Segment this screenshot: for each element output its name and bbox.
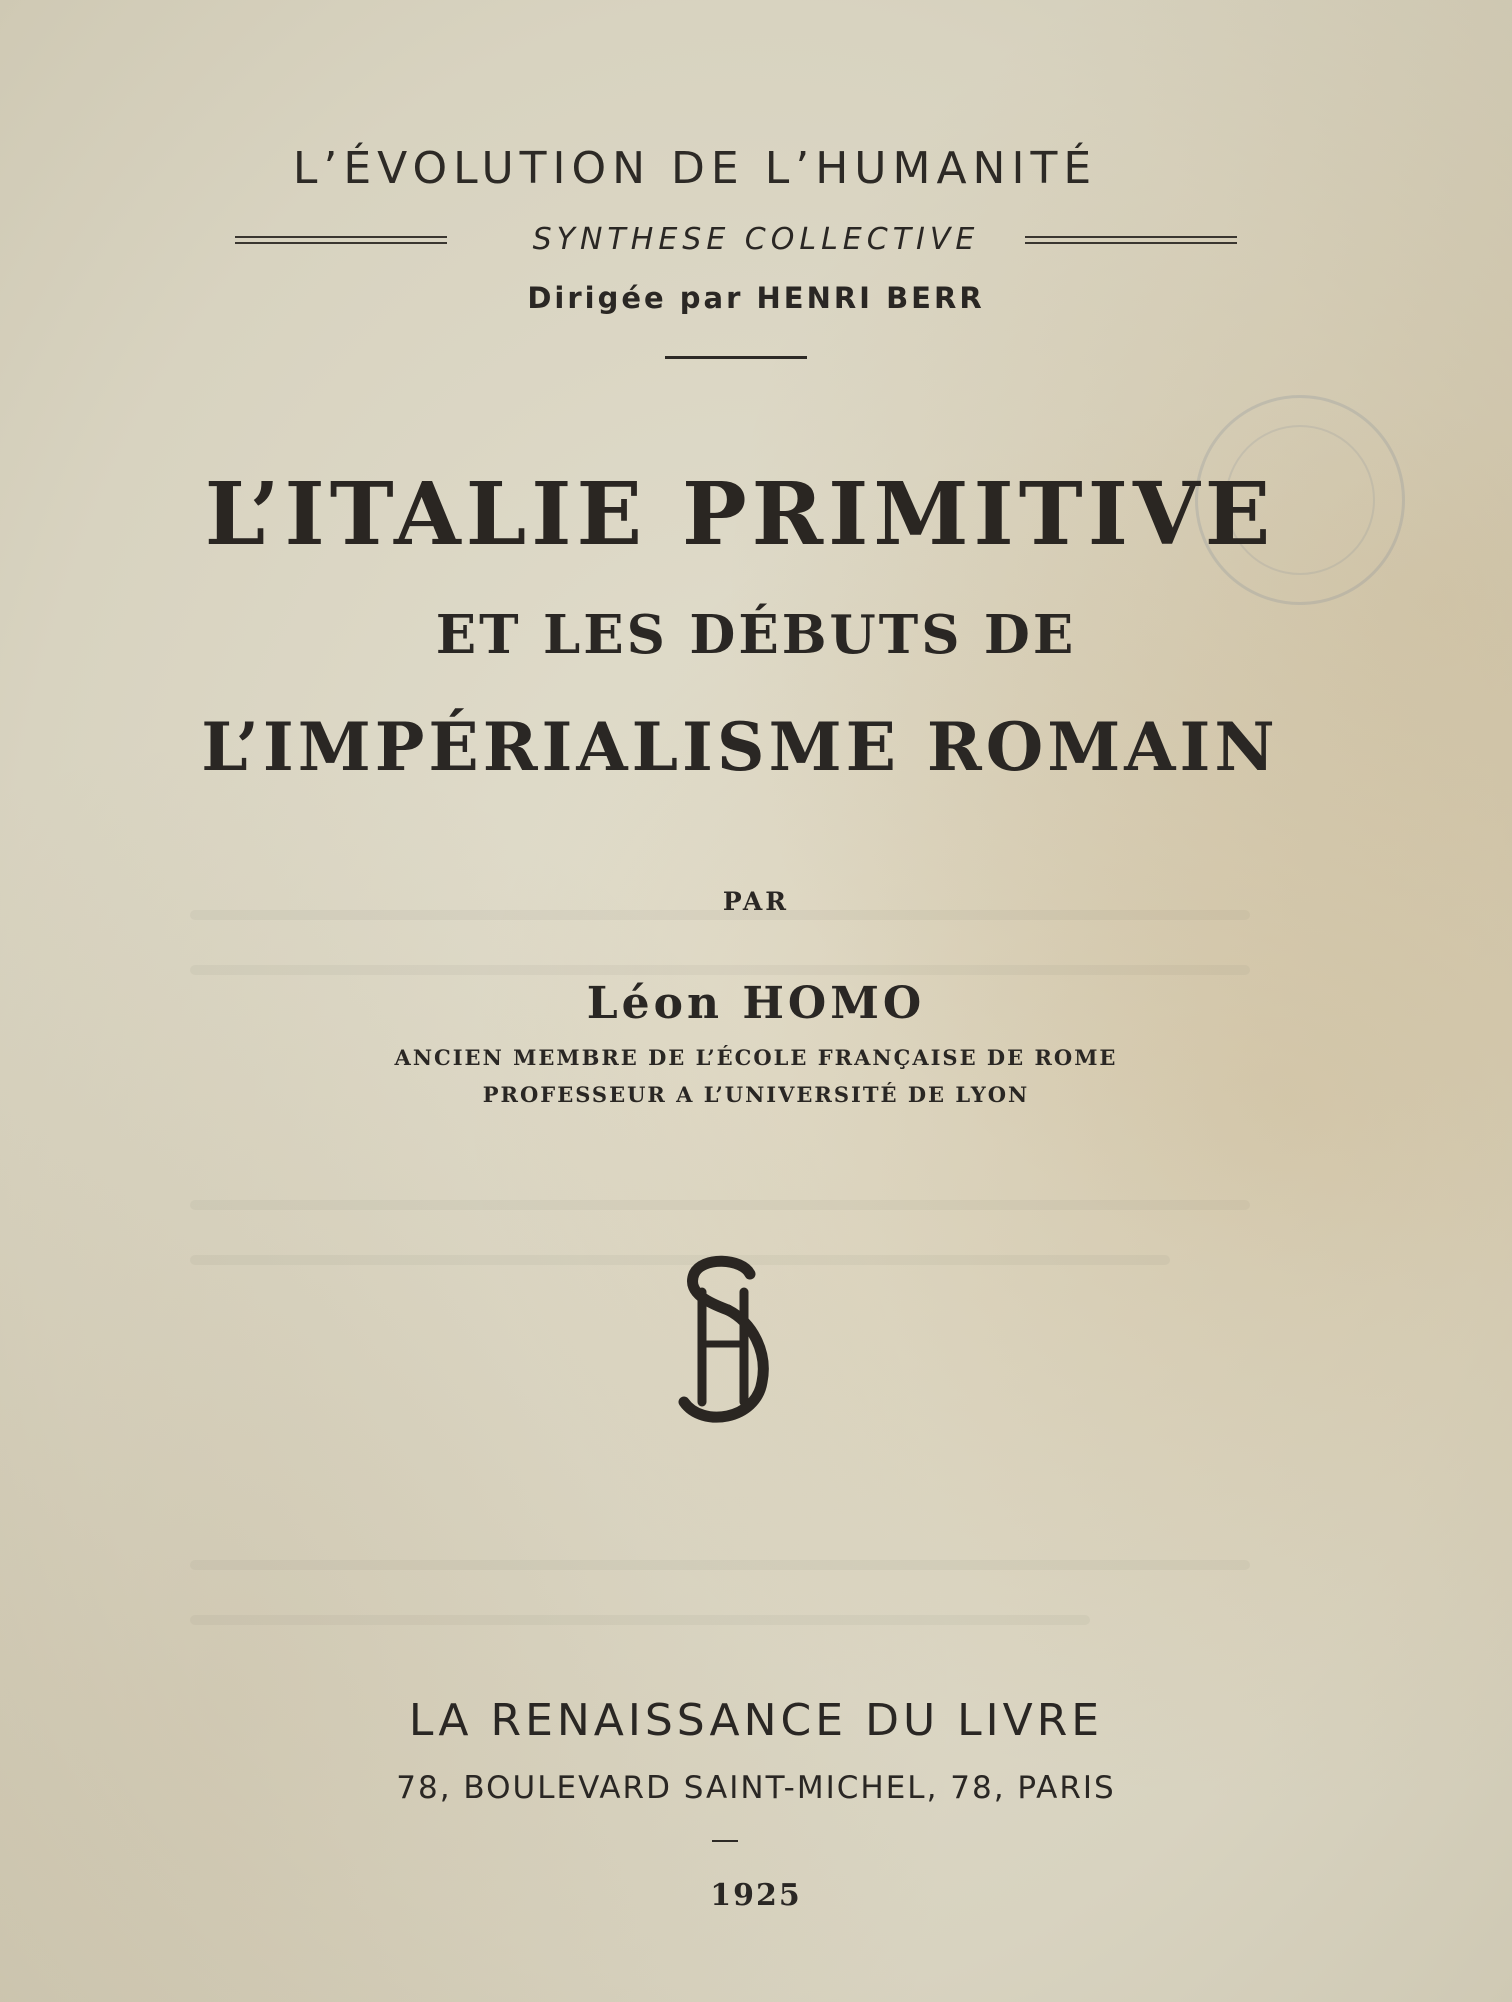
year-divider — [712, 1840, 738, 1842]
publisher-address: 78, BOULEVARD SAINT-MICHEL, 78, PARIS — [396, 1770, 1116, 1806]
series-title: L’ÉVOLUTION DE L’HUMANITÉ — [292, 143, 1098, 194]
author-name: Léon HOMO — [586, 978, 926, 1029]
show-through-line — [190, 1615, 1090, 1625]
header-divider — [665, 356, 807, 359]
book-title-line-1: L’ITALIE PRIMITIVE — [204, 464, 1276, 565]
by-label: PAR — [722, 887, 790, 916]
show-through-line — [190, 1560, 1250, 1570]
author-affiliation-1: ANCIEN MEMBRE DE L’ÉCOLE FRANÇAISE DE ROME — [394, 1045, 1118, 1070]
show-through-line — [190, 1200, 1250, 1210]
author-affiliation-2: PROFESSEUR A L’UNIVERSITÉ DE LYON — [482, 1082, 1030, 1107]
publisher-name: LA RENAISSANCE DU LIVRE — [408, 1695, 1104, 1746]
show-through-line — [190, 965, 1250, 975]
publication-year: 1925 — [710, 1878, 802, 1913]
book-title-line-3: L’IMPÉRIALISME ROMAIN — [201, 708, 1279, 786]
publisher-monogram-icon — [672, 1252, 776, 1432]
series-subtitle: SYNTHESE COLLECTIVE — [532, 222, 980, 257]
book-title-line-2: ET LES DÉBUTS DE — [435, 604, 1077, 666]
series-director: Dirigée par HENRI BERR — [527, 281, 985, 315]
